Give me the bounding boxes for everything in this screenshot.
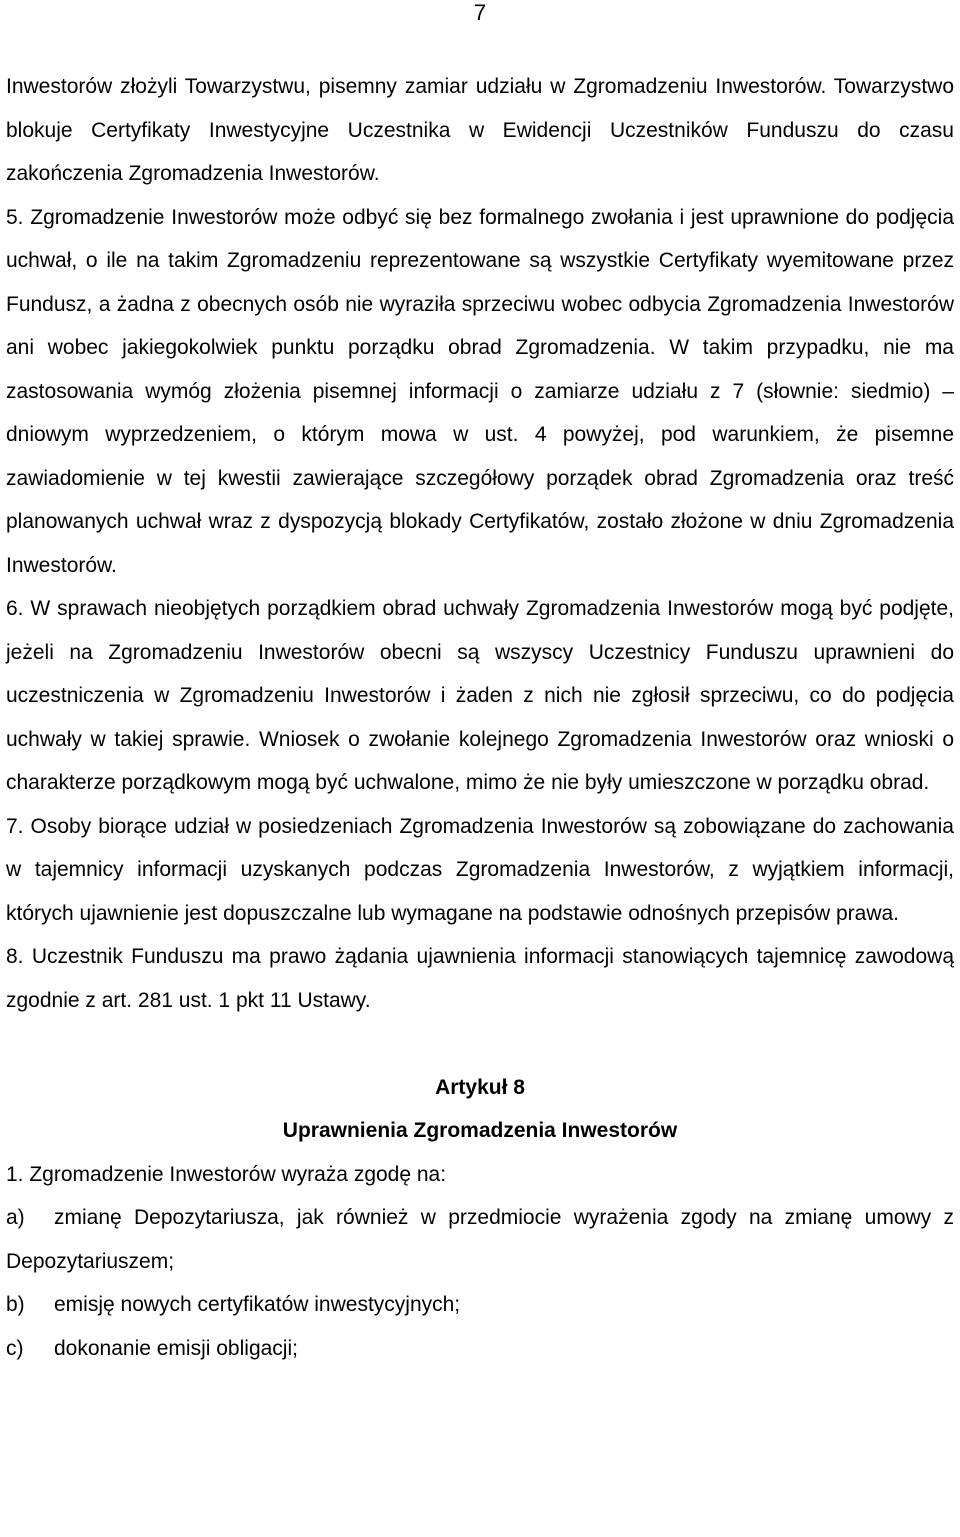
list-marker: a) xyxy=(6,1206,25,1229)
list-item xyxy=(6,1327,954,1371)
article-title: Uprawnienia Zgromadzenia Inwestorów xyxy=(282,1119,678,1142)
list-item-text: emisję nowych certyfikatów inwestycyjnych; xyxy=(54,1293,461,1316)
list-item-text: zmianę Depozytariusza, jak również w przedmiocie wyrażenia zgody na zmianę umowy z Depozytariuszem; xyxy=(6,1206,954,1273)
paragraph-6: 6. W sprawach nieobjętych porządkiem obrad uchwały Zgromadzenia Inwestorów mogą być podjęte, jeżeli na Zgromadzeniu Inwestorów obecni są wszyscy Uczestnicy Funduszu uprawnieni do uczestniczenia w Zgromadzeniu Inwestorów i żaden z nich nie zgłosił sprzeciwu, co do podjęcia uchwały w takiej sprawie. Wniosek o zwołanie kolejnego Zgromadzenia Inwestorów oraz wnioski o charakterze porządkowym mogą być uchwalone, mimo że nie były umieszczone w porządku obrad. xyxy=(6,597,954,794)
paragraph-7: 7. Osoby biorące udział w posiedzeniach Zgromadzenia Inwestorów są zobowiązane do zachowania w tajemnicy informacji uzyskanych podczas Zgromadzenia Inwestorów, z wyjątkiem informacji, których ujawnienie jest dopuszczalne lub wymagane na podstawie odnośnych przepisów prawa. xyxy=(6,814,954,925)
document-body xyxy=(6,65,954,1370)
paragraph-continuation: Inwestorów złożyli Towarzystwu, pisemny zamiar udziału w Zgromadzeniu Inwestorów. Towarzystwo blokuje Certyfikaty Inwestycyjne Uczestnika w Ewidencji Uczestników Funduszu do czasu zakończenia Zgromadzenia Inwestorów. xyxy=(6,75,954,185)
paragraph-8: 8. Uczestnik Funduszu ma prawo żądania ujawnienia informacji stanowiących tajemnicę zawodową zgodnie z art. 281 ust. 1 pkt 11 Ustawy. xyxy=(6,945,954,1012)
article-heading: Artykuł 8 xyxy=(435,1075,525,1099)
list-item xyxy=(6,1196,954,1283)
paragraph-5: 5. Zgromadzenie Inwestorów może odbyć się bez formalnego zwołania i jest uprawnione do podjęcia uchwał, o ile na takim Zgromadzeniu reprezentowane są wszystkie Certyfikaty wyemitowane przez Fundusz, a żadna z obecnych osób nie wyraziła sprzeciwu wobec odbycia Zgromadzenia Inwestorów ani wobec jakiegokolwiek punktu porządku obrad Zgromadzenia. W takim przypadku, nie ma zastosowania wymóg złożenia pisemnej informacji o zamiarze udziału z 7 (słownie: siedmio) – dniowym wyprzedzeniem, o którym mowa w ust. 4 powyżej, pod warunkiem, że pisemne zawiadomienie w tej kwestii zawierające szczegółowy porządek obrad Zgromadzenia oraz treść planowanych uchwał wraz z dyspozycją blokady Certyfikatów, zostało złożone w dniu Zgromadzenia Inwestorów. xyxy=(6,205,954,577)
list-item-text: dokonanie emisji obligacji; xyxy=(54,1336,298,1360)
page-number: 7 xyxy=(473,0,487,25)
section-spacer xyxy=(6,1022,954,1066)
article-intro: 1. Zgromadzenie Inwestorów wyraża zgodę na: xyxy=(6,1162,447,1186)
list-item xyxy=(6,1283,954,1327)
list-marker: b) xyxy=(6,1293,25,1316)
list-marker: c) xyxy=(6,1336,24,1360)
